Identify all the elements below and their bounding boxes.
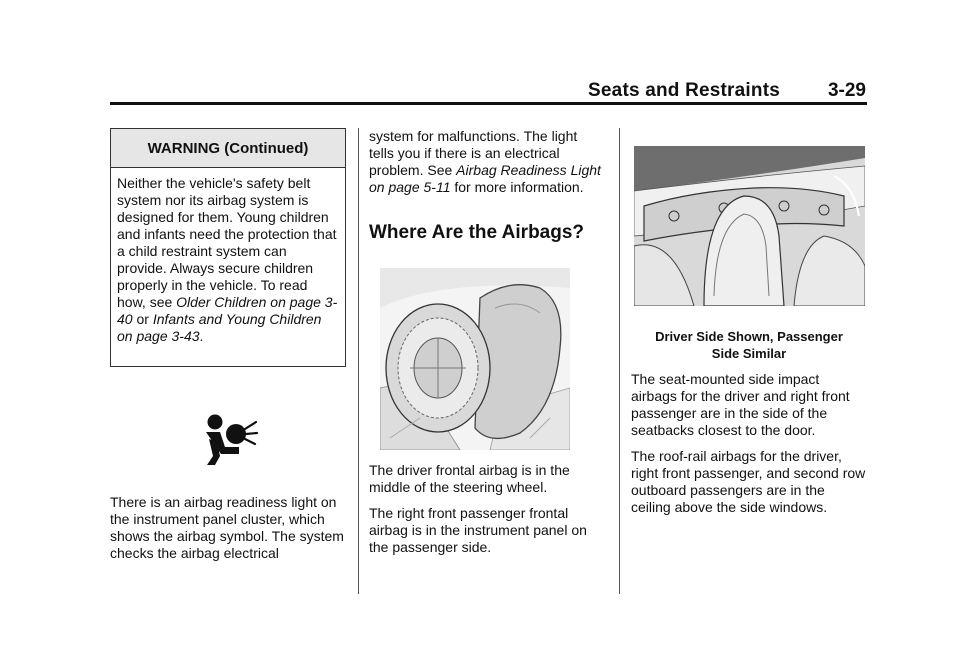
passenger-frontal-paragraph: The right front passenger frontal airbag is in the instrument panel on the passenger side. <box>369 505 587 555</box>
page-number: 3-29 <box>827 80 866 101</box>
malfunction-paragraph <box>369 128 605 196</box>
header-rule <box>110 102 867 105</box>
warning-text: Neither the vehicle's safety belt system nor its airbag system is designed for them. Young children and infants need the protection that a child restraint system can provide. Always secure children properly in the vehicle. To read how, see <box>117 175 337 310</box>
airbag-readiness-icon <box>203 412 259 468</box>
middle-column-bottom <box>369 462 605 565</box>
left-column <box>110 494 350 571</box>
malfunction-text: system for malfunctions. The light tells you if there is an electrical problem. See <box>369 128 578 178</box>
section-title: Seats and Restraints <box>588 80 780 101</box>
older-children-link[interactable]: Older Children on page 3-40 <box>117 294 338 327</box>
readiness-light-paragraph: There is an airbag readiness light on the instrument panel cluster, which shows the airbag symbol. The system checks the airbag electrical <box>110 494 344 561</box>
infants-link[interactable]: Infants and Young Children on page 3-43 <box>117 311 322 344</box>
middle-column-top <box>369 128 605 205</box>
roof-rail-paragraph: The roof-rail airbags for the driver, right front passenger, and second row outboard passengers are in the ceiling above the side windows. <box>631 448 866 515</box>
warning-text-mid: or <box>132 311 153 327</box>
caption-line-2: Side Similar <box>711 346 787 361</box>
malfunction-text-end: for more information. <box>450 179 584 195</box>
warning-box <box>110 128 346 367</box>
figure-caption <box>631 328 867 362</box>
column-divider-right <box>619 128 620 594</box>
driver-frontal-paragraph: The driver frontal airbag is in the middle of the steering wheel. <box>369 462 570 495</box>
warning-body <box>111 168 345 345</box>
warning-text-end: . <box>199 328 204 344</box>
airbag-readiness-link[interactable]: Airbag Readiness Light on page 5-11 <box>369 162 601 195</box>
warning-title: WARNING (Continued) <box>111 129 345 168</box>
side-airbags-illustration <box>634 146 865 306</box>
right-column <box>631 328 867 525</box>
side-impact-paragraph: The seat-mounted side impact airbags for the driver and right front passenger are in the side of the seatbacks closest to the door. <box>631 371 850 438</box>
caption-line-1: Driver Side Shown, Passenger <box>655 329 843 344</box>
column-divider-left <box>358 128 359 594</box>
frontal-airbags-illustration <box>380 268 570 450</box>
middle-heading-wrap <box>369 224 609 250</box>
section-heading: Where Are the Airbags? <box>369 222 585 243</box>
